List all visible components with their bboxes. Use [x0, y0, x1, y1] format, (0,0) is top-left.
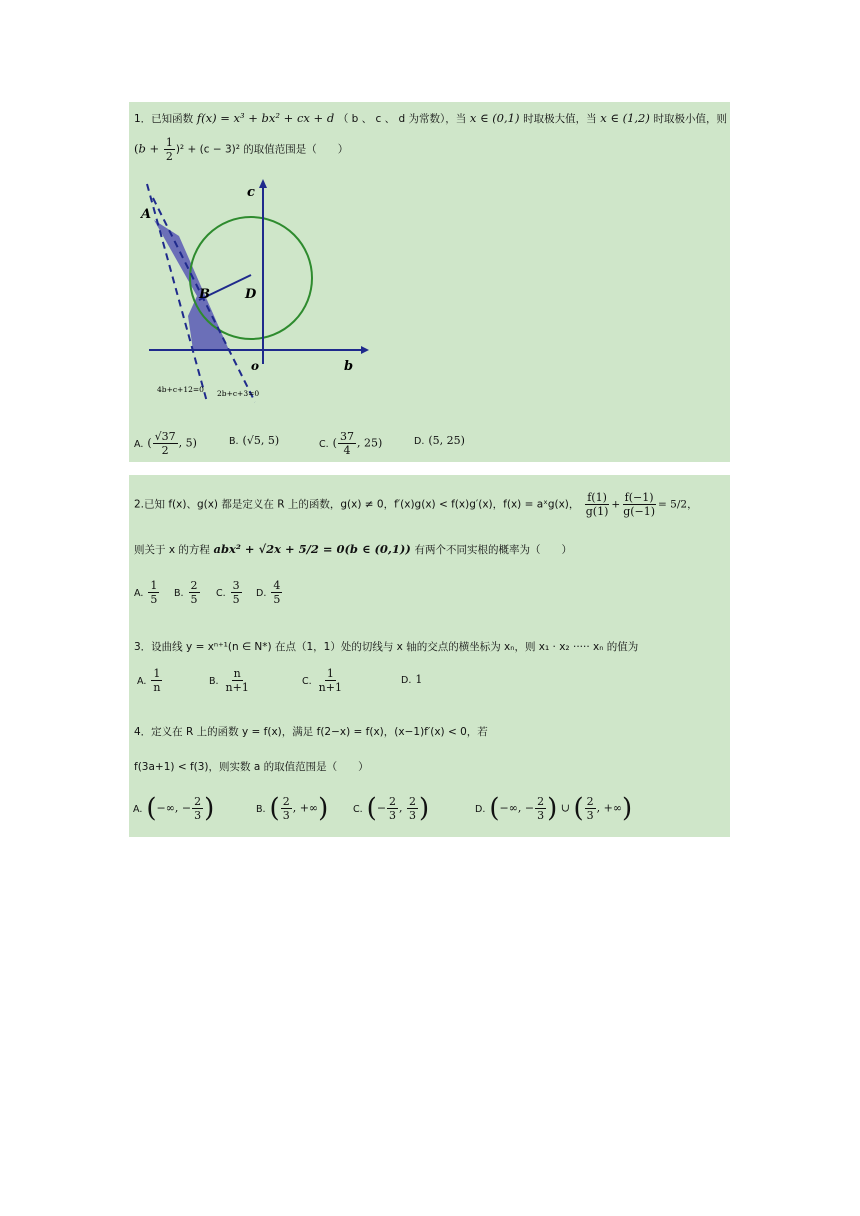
question-1-panel [129, 102, 730, 462]
feasible-region [154, 220, 229, 350]
label-D: D [245, 287, 257, 302]
q1-expression: (b + $\frac{1}{2}$ )² + (c − 3)² 的取值范围是（ ） [134, 136, 349, 163]
q3-option-c[interactable]: C. $\frac{1}{n+1}$ [302, 667, 342, 694]
q3-option-c-label: C. [302, 675, 312, 687]
label-origin: o [251, 359, 260, 373]
q1-option-a[interactable]: A. ( $\frac{√37}{2}$ , 5) [134, 430, 197, 457]
q4-option-a[interactable]: A. (−∞, − $\frac{2}{3}$ ) [133, 793, 215, 824]
q1-stem-prefix: 1．已知函数 [134, 113, 194, 125]
q4-option-d[interactable]: D. (−∞, − $\frac{2}{3}$ ) ∪ ( $\frac{2}{3}$ , +∞) [475, 793, 633, 824]
q4-option-d-label: D. [475, 803, 486, 815]
label-A: A [141, 207, 152, 222]
q3-stem-line [134, 639, 638, 655]
q4-option-c-label: C. [353, 803, 363, 815]
q2-option-d-label: D. [256, 587, 267, 599]
q1-option-b-label: B. [229, 436, 239, 447]
q2-eq-tail: = 5/2， [658, 498, 698, 511]
q3-stem: 3．设曲线 y = xⁿ⁺¹(n ∈ N*) 在点（1，1）处的切线与 x 轴的交点的横坐标为 xₙ，则 x₁ · x₂ ····· xₙ 的值为 [134, 641, 639, 653]
q1-cond1: x ∈ (0,1) [469, 111, 520, 125]
q1-option-d-label: D. [414, 436, 425, 447]
q1-stem-mid2: 时取极大值，当 [523, 113, 597, 125]
q2-stem-line: 2.已知 f(x)、g(x) 都是定义在 R 上的函数，g(x) ≠ 0，f′(x)g(x) < f(x)g′(x)，f(x) = aˣg(x)， $\frac{f(1)}{g(1)}$ + $\frac{f(-1)}{g(-1)}$ = 5/2， [134, 491, 698, 518]
q2-line2-prefix: 则关于 x 的方程 [134, 544, 210, 556]
q2-equation: abx² + √2x + 5/2 = 0(b ∈ (0,1)) [213, 542, 411, 556]
label-line1: 4b+c+12=0 [157, 385, 204, 394]
q4-option-b[interactable]: B. ( $\frac{2}{3}$ , +∞) [256, 793, 329, 824]
q3-option-a-label: A. [137, 675, 147, 687]
q3-option-d[interactable] [401, 673, 422, 686]
q2-option-c-label: C. [216, 587, 226, 599]
q3-option-b[interactable]: B. $\frac{n}{n+1}$ [209, 667, 249, 694]
q1-option-d[interactable] [414, 434, 465, 447]
q1-option-c-label: C. [319, 438, 329, 450]
q3-option-d-label: D. [401, 675, 412, 686]
q4-stem-line2 [134, 759, 369, 775]
q4-stem-line [134, 724, 488, 740]
label-b-axis: b [344, 359, 354, 374]
q1-option-b[interactable]: B. (√5, 5) [229, 434, 280, 447]
q2-option-a[interactable]: A. $\frac{1}{5}$ [134, 579, 158, 606]
c-axis-arrow [259, 179, 267, 188]
q2-line2 [134, 541, 572, 558]
q1-option-c[interactable]: C. ( $\frac{37}{4}$ , 25) [319, 430, 383, 457]
q1-option-a-label: A. [134, 438, 144, 450]
label-c-axis: c [247, 185, 255, 200]
q4-option-b-label: B. [256, 803, 266, 815]
question-2-4-panel [129, 475, 730, 837]
q1-stem-end: 时取极小值，则 [653, 113, 728, 125]
q3-option-d-text: 1 [415, 673, 423, 686]
q2-line2-suffix: 有两个不同实根的概率为（ ） [414, 544, 572, 556]
q2-option-a-label: A. [134, 587, 144, 599]
b-axis-arrow [361, 346, 369, 354]
q1-stem-line [134, 110, 727, 127]
q2-option-b-label: B. [174, 587, 184, 599]
q3-option-a[interactable]: A. $\frac{1}{n}$ [137, 667, 161, 694]
q4-option-a-label: A. [133, 803, 143, 815]
q2-option-b[interactable]: B. $\frac{2}{5}$ [174, 579, 198, 606]
q2-option-d[interactable]: D. $\frac{4}{5}$ [256, 579, 281, 606]
q1-stem-mid: （ b 、 c 、 d 为常数），当 [337, 113, 467, 125]
q1-figure [139, 176, 379, 406]
label-line2: 2b+c+3=0 [217, 389, 260, 398]
circle [190, 217, 312, 339]
label-B: B [199, 287, 210, 302]
q4-option-c[interactable]: C. (− $\frac{2}{3}$ , $\frac{2}{3}$ ) [353, 793, 430, 824]
q1-option-d-text: (5, 25) [428, 434, 465, 447]
q3-option-b-label: B. [209, 675, 219, 687]
q2-stem: 2.已知 f(x)、g(x) 都是定义在 R 上的函数，g(x) ≠ 0，f′(x)g(x) < f(x)g′(x)，f(x) = aˣg(x)， [134, 498, 580, 511]
q2-option-c[interactable]: C. $\frac{3}{5}$ [216, 579, 240, 606]
q1-function: f(x) = x³ + bx² + cx + d [196, 111, 335, 125]
q4-stem: 4．定义在 R 上的函数 y = f(x)，满足 f(2−x) = f(x)，(x−1)f′(x) < 0，若 [134, 726, 488, 738]
q1-cond2: x ∈ (1,2) [600, 111, 650, 125]
q4-stem2: f(3a+1) < f(3)，则实数 a 的取值范围是（ ） [134, 761, 369, 773]
q1-expression-tail: )² + (c − 3)² 的取值范围是（ ） [175, 143, 349, 156]
